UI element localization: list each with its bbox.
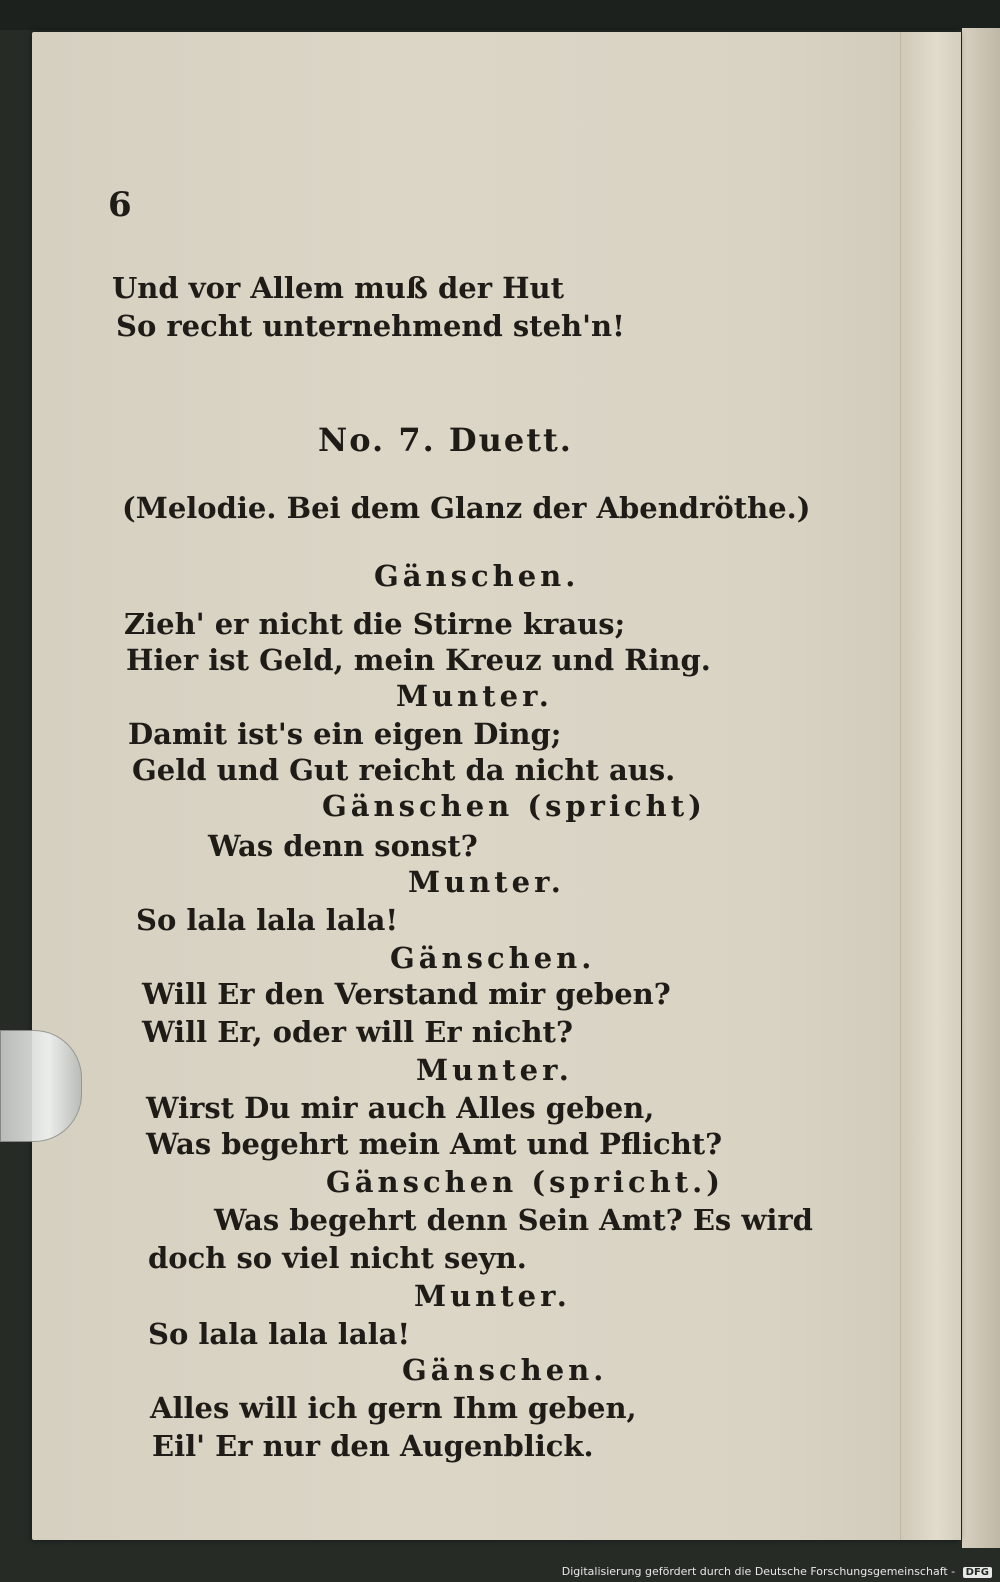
verse-line: Eil' Er nur den Augenblick.	[152, 1429, 594, 1463]
verse-line: Damit ist's ein eigen Ding;	[128, 717, 562, 751]
speaker-name: Gänschen.	[390, 941, 596, 975]
speaker-name: Munter.	[408, 865, 565, 899]
speaker-name: Gänschen (spricht)	[322, 789, 706, 823]
verse-line: So lala lala lala!	[148, 1317, 411, 1351]
speaker-name: Gänschen.	[402, 1353, 608, 1387]
verse-line: Will Er, oder will Er nicht?	[142, 1015, 573, 1049]
verse-line: doch so viel nicht seyn.	[148, 1241, 527, 1275]
melody-note: (Melodie. Bei dem Glanz der Abendröthe.)	[122, 491, 811, 525]
verse-line: Was denn sonst?	[208, 829, 478, 863]
speaker-name: Gänschen.	[374, 559, 580, 593]
verse-line: Was begehrt denn Sein Amt? Es wird	[214, 1203, 813, 1237]
verse-line: Geld und Gut reicht da nicht aus.	[132, 753, 676, 787]
page-number: 6	[108, 185, 132, 225]
dark-background	[0, 0, 1000, 30]
text-line: Und vor Allem muß der Hut	[112, 271, 564, 305]
verse-line: Will Er den Verstand mir geben?	[142, 977, 671, 1011]
speaker-name: Munter.	[416, 1053, 573, 1087]
speaker-name: Gänschen (spricht.)	[326, 1165, 724, 1199]
section-title: No. 7. Duett.	[318, 421, 573, 459]
book-gutter	[962, 28, 1000, 1548]
page-clip	[0, 1030, 82, 1142]
speaker-name: Munter.	[396, 679, 553, 713]
dfg-footer	[562, 1565, 992, 1578]
verse-line: Was begehrt mein Amt und Pflicht?	[146, 1127, 723, 1161]
verse-line: Zieh' er nicht die Stirne kraus;	[124, 607, 626, 641]
speaker-name: Munter.	[414, 1279, 571, 1313]
verse-line: Wirst Du mir auch Alles geben,	[146, 1091, 655, 1125]
footer-text: Digitalisierung gefördert durch die Deutsche Forschungsgemeinschaft -	[561, 1565, 956, 1578]
page-inner-edge	[900, 32, 961, 1540]
verse-line: Alles will ich gern Ihm geben,	[150, 1391, 637, 1425]
text-line: So recht unternehmend steh'n!	[116, 309, 625, 343]
verse-line: Hier ist Geld, mein Kreuz und Ring.	[126, 643, 711, 677]
verse-line: So lala lala lala!	[136, 903, 399, 937]
dfg-logo: DFG	[963, 1567, 992, 1578]
